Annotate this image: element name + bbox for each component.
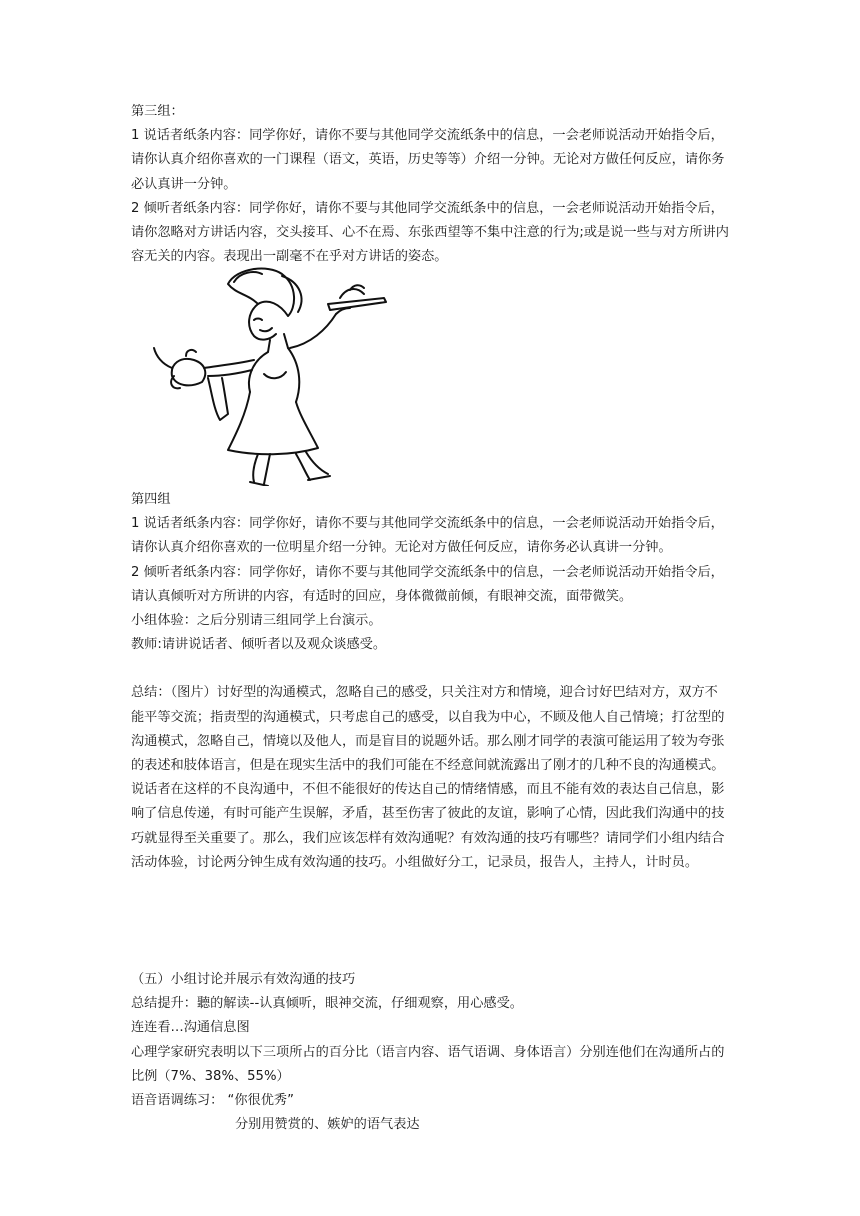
group4-section bbox=[131, 488, 731, 875]
link-activity: 连连看…沟通信息图 bbox=[131, 1020, 250, 1036]
group3-speaker-note: 1 说话者纸条内容：同学你好，请你不要与其他同学交流纸条中的信息，一会老师说活动开始指令后，请你认真介绍你喜欢的一门课程（语文，英语，历史等等）介绍一分钟。无论对方做任何反应，请你务必认真讲一分钟。 bbox=[131, 128, 725, 192]
group3-listener-note: 2 倾听者纸条内容：同学你好，请你不要与其他同学交流纸条中的信息，一会老师说活动开始指令后，请你忽略对方讲话内容，交头接耳、心不在焉、东张西望等不集中注意的行为;或是说一些与对方所讲内容无关的内容。表现出一副毫不在乎对方讲话的姿态。 bbox=[131, 200, 729, 265]
tone-practice-detail: 分别用赞赏的、嫉妒的语气表达 bbox=[235, 1117, 420, 1133]
group4-speaker-note: 1 说话者纸条内容：同学你好，请你不要与其他同学交流纸条中的信息，一会老师说活动开始指令后，请你认真介绍你喜欢的一位明星介绍一分钟。无论对方做任何反应，请你务必认真讲一分钟。 bbox=[131, 516, 724, 556]
section5 bbox=[131, 968, 731, 1137]
group-experience: 小组体验：之后分别请三组同学上台演示。 bbox=[131, 613, 382, 629]
psychology-note: 心理学家研究表明以下三项所占的百分比（语言内容、语气语调、身体语言）分别连他们在沟通所占的比例（7%、38%、55%） bbox=[131, 1044, 725, 1084]
group3-heading: 第三组： bbox=[131, 104, 184, 119]
waitress-sketch-icon bbox=[150, 264, 420, 486]
group4-listener-note: 2 倾听者纸条内容：同学你好，请你不要与其他同学交流纸条中的信息，一会老师说活动开始指令后，请认真倾听对方所讲的内容，有适时的回应，身体微微前倾，有眼神交流，面带微笑。 bbox=[131, 564, 724, 604]
group4-heading: 第四组 bbox=[131, 492, 171, 507]
group3-section bbox=[131, 100, 731, 269]
summary-up: 总结提升：聽的解读--认真倾听，眼神交流，仔细观察，用心感受。 bbox=[131, 996, 523, 1012]
tone-practice: 语音语调练习： “你很优秀” bbox=[131, 1093, 294, 1109]
summary-paragraph: 总结：（图片）讨好型的沟通模式，忽略自己的感受，只关注对方和情境，迎合讨好巴结对方，双方不能平等交流；指责型的沟通模式，只考虑自己的感受，以自我为中心，不顾及他人自己情境；打岔型的沟通模式，忽略自己，情境以及他人，而是盲目的说题外话。那么刚才同学的表演可能运用了较为夸张的表述和肢体语言，但是在现实生活中的我们可能在不经意间就流露出了刚才的几种不良的沟通模式。说话者在这样的不良沟通中，不但不能很好的传达自己的情绪情感，而且不能有效的表达自己信息，影响了信息传递，有时可能产生误解，矛盾，甚至伤害了彼此的友谊，影响了心情，因此我们沟通中的技巧就显得至关重要了。那么，我们应该怎样有效沟通呢？有效沟通的技巧有哪些？请同学们小组内结合活动体验，讨论两分钟生成有效沟通的技巧。小组做好分工，记录员，报告人，主持人，计时员。 bbox=[131, 685, 725, 870]
section5-heading: （五）小组讨论并展示有效沟通的技巧 bbox=[131, 972, 356, 987]
teacher-prompt: 教师:请讲说话者、倾听者以及观众谈感受。 bbox=[131, 637, 387, 653]
